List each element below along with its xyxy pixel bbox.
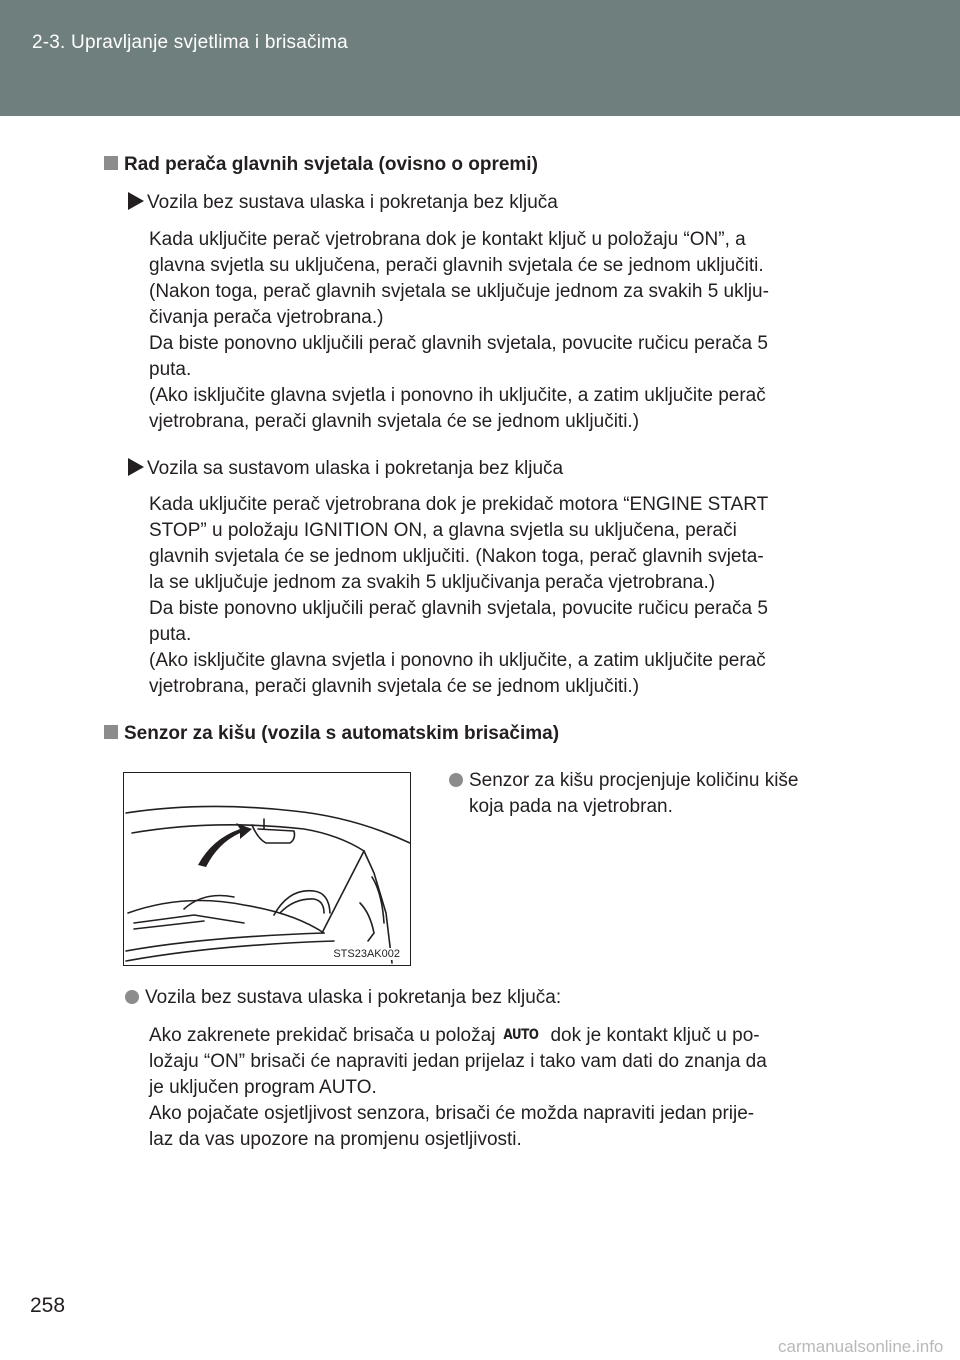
text-line: (Ako isključite glavna svjetla i ponovno ih uključite, a zatim uključite perač	[149, 385, 766, 406]
text-line	[149, 1021, 853, 1049]
text-fragment: dok je kontakt ključ u po-	[550, 1025, 760, 1046]
figure-code: STS23AK002	[333, 948, 400, 960]
rain-sensor-bullet	[449, 768, 799, 820]
bullet-label: Vozila bez sustava ulaska i pokretanja bez ključa:	[145, 987, 562, 1008]
square-bullet-icon	[104, 156, 118, 170]
text-line: Da biste ponovno uključili perač glavnih svjetala, povucite ručicu perača 5	[149, 333, 768, 354]
paragraph-without-smart-key	[149, 227, 853, 435]
text-line: vjetrobrana, perači glavnih svjetala će se jednom uključiti.)	[149, 676, 640, 697]
text-line: Kada uključite perač vjetrobrana dok je kontakt ključ u položaju “ON”, a	[149, 229, 746, 250]
triangle-arrow-icon	[128, 458, 144, 476]
watermark: carmanualsonline.info	[778, 1337, 944, 1356]
auto-wiper-bullet	[125, 985, 561, 1011]
text-line: koja pada na vjetrobran.	[469, 796, 673, 817]
header-title: 2-3. Upravljanje svjetlima i brisačima	[32, 32, 348, 53]
text-line: laz da vas upozore na promjenu osjetljivosti.	[149, 1129, 522, 1150]
text-line: Da biste ponovno uključili perač glavnih svjetala, povucite ručicu perača 5	[149, 598, 768, 619]
section-heading-rain-sensor	[104, 723, 559, 745]
paragraph-auto-wiper	[149, 1021, 853, 1153]
text-line: Ako pojačate osjetljivost senzora, brisači će možda napraviti jedan prije-	[149, 1103, 755, 1124]
square-bullet-icon	[104, 725, 118, 739]
text-line: la se uključuje jednom za svakih 5 uključivanja perača vjetrobrana.)	[149, 572, 716, 593]
page-header	[0, 0, 960, 116]
subheading-text: Vozila sa sustavom ulaska i pokretanja bez ključa	[147, 458, 564, 479]
section-heading-text: Rad perača glavnih svjetala (ovisno o opremi)	[124, 154, 538, 175]
text-line: puta.	[149, 359, 192, 380]
round-bullet-icon	[125, 990, 139, 1004]
text-line: (Nakon toga, perač glavnih svjetala se uključuje jednom za svakih 5 uklju-	[149, 281, 769, 302]
subheading-without-smart-key	[128, 192, 558, 214]
page-number: 258	[30, 1294, 66, 1317]
text-line: čivanja perača vjetrobrana.)	[149, 307, 384, 328]
text-line: puta.	[149, 624, 192, 645]
rain-sensor-illustration	[123, 772, 411, 966]
text-line: glavna svjetla su uključena, perači glavnih svjetala će se jednom uključiti.	[149, 255, 764, 276]
auto-symbol: AUTO	[503, 1025, 539, 1043]
subheading-with-smart-key	[128, 458, 563, 480]
subheading-text: Vozila bez sustava ulaska i pokretanja bez ključa	[147, 192, 558, 213]
windshield-drawing	[124, 773, 411, 966]
text-line: Kada uključite perač vjetrobrana dok je prekidač motora “ENGINE START	[149, 494, 769, 515]
text-fragment: Ako zakrenete prekidač brisača u položaj	[149, 1025, 496, 1046]
text-line: je uključen program AUTO.	[149, 1077, 377, 1098]
text-line: STOP” u položaju IGNITION ON, a glavna svjetla su uključena, perači	[149, 520, 737, 541]
paragraph-with-smart-key	[149, 492, 853, 700]
section-heading-headlight-washer	[104, 154, 538, 176]
text-line: glavnih svjetala će se jednom uključiti. (Nakon toga, perač glavnih svjeta-	[149, 546, 764, 567]
text-line: ložaju “ON” brisači će napraviti jedan prijelaz i tako vam dati do znanja da	[149, 1051, 767, 1072]
triangle-arrow-icon	[128, 192, 144, 210]
text-line: (Ako isključite glavna svjetla i ponovno ih uključite, a zatim uključite perač	[149, 650, 766, 671]
round-bullet-icon	[449, 773, 463, 787]
text-line: Senzor za kišu procjenjuje količinu kiše	[469, 770, 799, 791]
text-line: vjetrobrana, perači glavnih svjetala će se jednom uključiti.)	[149, 411, 640, 432]
section-heading-text: Senzor za kišu (vozila s automatskim brisačima)	[124, 723, 560, 744]
